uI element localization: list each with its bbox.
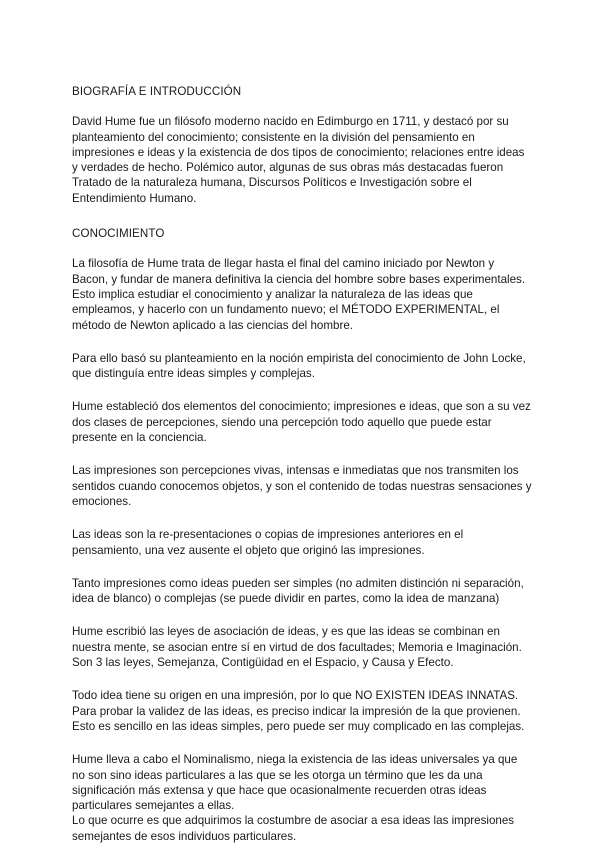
paragraph-impresiones: Las impresiones son percepciones vivas, intensas e inmediatas que nos transmiten los sentidos cuando conocemos objetos, y son el contenido de todas nuestras sensaciones y emociones.	[72, 464, 532, 508]
paragraph-elementos-conocimiento: Hume estableció dos elementos del conocimiento; impresiones e ideas, que son a su vez dos clases de percepciones, siendo una percepción todo aquello que puede estar presente en la conciencia.	[72, 400, 531, 445]
paragraph-planteamiento-locke: Para ello basó su planteamiento en la noción empirista del conocimiento de John Locke, que distinguía entre ideas simples y complejas.	[72, 351, 526, 381]
section-heading-biografia: BIOGRAFÍA E INTRODUCCIÓN	[72, 85, 242, 98]
paragraph-leyes-asociacion: Hume escribió las leyes de asociación de ideas, y es que las ideas se combinan en nuestra mente, se asocian entre sí en virtud de dos facultades; Memoria e Imaginación. Son 3 las leyes, Semejanza, Contigüidad en el Espacio, y Causa y Efecto.	[72, 625, 522, 670]
paragraph-simples-complejas: Tanto impresiones como ideas pueden ser simples (no admiten distinción ni separación, idea de blanco) o complejas (se puede dividir en partes, como la idea de manzana)	[72, 576, 524, 606]
paragraph-nominalismo: Hume lleva a cabo el Nominalismo, niega la existencia de las ideas universales ya que no son sino ideas particulares a las que se les otorga un término que les da una significación más extensa y que hace que ocasionalmente recuerden otras ideas particulares semejantes a ellas.	[72, 753, 518, 813]
document-page	[72, 84, 532, 844]
section-heading-conocimiento: CONOCIMIENTO	[72, 227, 165, 241]
paragraph-ideas: Las ideas son la re-presentaciones o copias de impresiones anteriores en el pensamiento, una vez ausente el objeto que originó las impresiones.	[72, 528, 464, 557]
paragraph-biografia: David Hume fue un filósofo moderno nacido en Edimburgo en 1711, y destacó por su planteamiento del conocimiento; consistente en la división del pensamiento en impresiones e ideas y la existencia de dos tipos de conocimiento; relaciones entre ideas y verdades de hecho. Polémico autor, algunas de sus obras más destacadas fueron Tratado de la naturaleza humana, Discursos Políticos e Investigación sobre el Entendimiento Humano.	[72, 115, 525, 205]
paragraph-filosofia-hume: La filosofía de Hume trata de llegar hasta el final del camino iniciado por Newton y Bacon, y fundar de manera definitiva la ciencia del hombre sobre bases experimentales. Esto implica estudiar el conocimiento y analizar la naturaleza de las ideas que empleamos, y hacerlo con un fundamento nuevo; el MÉTODO EXPERIMENTAL, el método de Newton aplicado a las ciencias del hombre.	[72, 257, 526, 332]
paragraph-ideas-innatas: Todo idea tiene su origen en una impresión, por lo que NO EXISTEN IDEAS INNATAS. Para probar la validez de las ideas, es preciso indicar la impresión de la que provienen. Esto es sencillo en las ideas simples, pero puede ser muy complicado en las complejas.	[72, 689, 525, 733]
paragraph-costumbre: Lo que ocurre es que adquirimos la costumbre de asociar a esa ideas las impresiones semejantes de esos individuos particulares.	[72, 814, 515, 843]
